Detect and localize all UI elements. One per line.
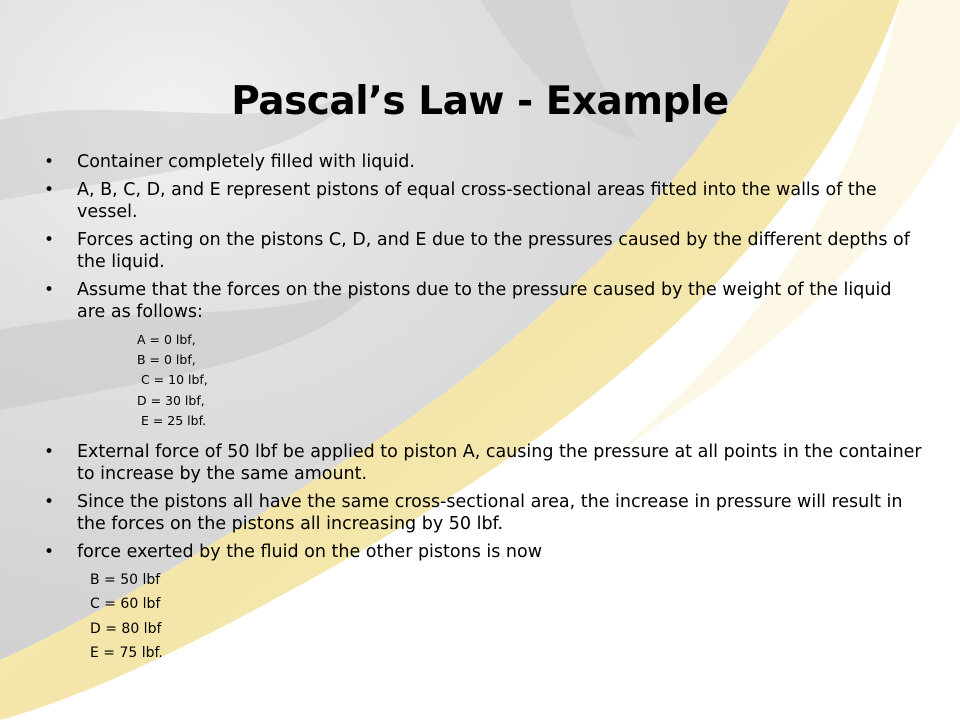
initial-force-line: D = 30 lbf, (137, 392, 205, 408)
bullet-icon: • (44, 542, 55, 563)
bullet-icon: • (44, 442, 55, 463)
bullet-icon: • (44, 492, 55, 513)
bullet-item (44, 441, 924, 485)
slide-content (44, 151, 924, 665)
final-force-line: E = 75 lbf. (90, 644, 163, 661)
bullet-icon: • (44, 152, 55, 172)
initial-force-line: C = 10 lbf, (137, 372, 208, 388)
initial-force-line: E = 25 lbf. (137, 412, 207, 428)
bullet-text: Container completely filled with liquid. (77, 152, 415, 172)
initial-force-line: B = 0 lbf, (137, 352, 196, 368)
bullet-text: Since the pistons all have the same cross-sectional area, the increase in pressure will result in the forces on the pistons all increasing by 50 lbf. (77, 492, 903, 535)
final-force-line: B = 50 lbf (90, 572, 161, 589)
bullet-item (44, 179, 924, 223)
final-force-line: C = 60 lbf (90, 596, 161, 613)
bullet-icon: • (44, 180, 55, 200)
bullet-icon: • (44, 280, 55, 300)
bullet-text: Forces acting on the pistons C, D, and E due to the pressures caused by the different depths of the liquid. (77, 230, 910, 272)
initial-forces-list (44, 330, 924, 431)
bullet-item (44, 279, 924, 323)
bullet-text: External force of 50 lbf be applied to piston A, causing the pressure at all points in the container to increase by the same amount. (77, 442, 922, 485)
final-forces-list (44, 568, 924, 665)
bullet-text: Assume that the forces on the pistons due to the pressure caused by the weight of the liquid are as follows: (77, 280, 892, 322)
bullet-text: force exerted by the fluid on the other pistons is now (77, 542, 543, 563)
bullet-item (44, 229, 924, 273)
bullet-item (44, 541, 924, 563)
bullet-text: A, B, C, D, and E represent pistons of equal cross-sectional areas fitted into the walls of the vessel. (77, 180, 877, 222)
initial-force-line: A = 0 lbf, (137, 332, 196, 347)
bullet-item (44, 491, 924, 535)
final-force-line: D = 80 lbf (90, 620, 162, 637)
slide-title: Pascal’s Law - Example (231, 79, 729, 124)
bullet-item (44, 151, 924, 173)
bullet-icon: • (44, 230, 55, 250)
